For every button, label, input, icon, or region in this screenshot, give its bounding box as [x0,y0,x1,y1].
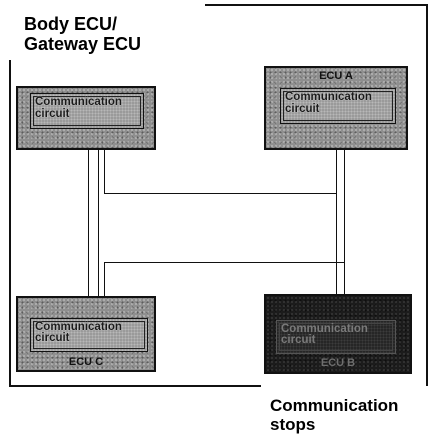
ecu-a-label: ECU A [319,70,353,82]
ecu-c-circuit-line1: Communication [35,321,122,333]
ecu-b-comm-circuit [276,320,396,354]
wire-right-b [344,150,345,295]
ecu-b-circuit-line1: Communication [281,323,368,335]
frame-top-edge [205,4,428,6]
wire-mid-rise [104,262,105,298]
ecu-c-label: ECU C [68,356,104,368]
stops-line2: stops [270,415,316,434]
ecu-a-circuit-line2: circuit [285,103,320,115]
ecu-a [264,66,408,150]
stops-line1: Communication [270,396,399,415]
wire-lower-link [104,262,344,263]
ecu-b-label: ECU B [320,357,356,369]
ecu-c-comm-circuit [30,318,148,352]
gateway-circuit-line1: Communication [35,96,122,108]
ecu-c [16,296,156,372]
frame-bottom-edge [9,385,261,387]
wire-left-b [98,150,99,298]
ecu-c-circuit-line2: circuit [35,332,70,344]
body-gateway-ecu [16,86,156,150]
ecu-a-circuit-line1: Communication [285,91,372,103]
gateway-circuit-line2: circuit [35,108,70,120]
frame-left-edge [9,60,11,386]
ecu-a-comm-circuit [280,88,396,124]
communication-stops-caption [270,396,398,434]
wire-upper-link [104,193,336,194]
ecu-b [264,294,412,374]
frame-right-edge [426,4,428,386]
wire-left-a [88,150,89,298]
gateway-title-line1: Body ECU/ [24,14,118,34]
wire-right-a [336,150,337,295]
gateway-title-line2: Gateway ECU [24,34,142,54]
ecu-b-circuit-line2: circuit [281,334,316,346]
gateway-comm-circuit [30,93,144,129]
wire-mid-drop [104,150,105,193]
